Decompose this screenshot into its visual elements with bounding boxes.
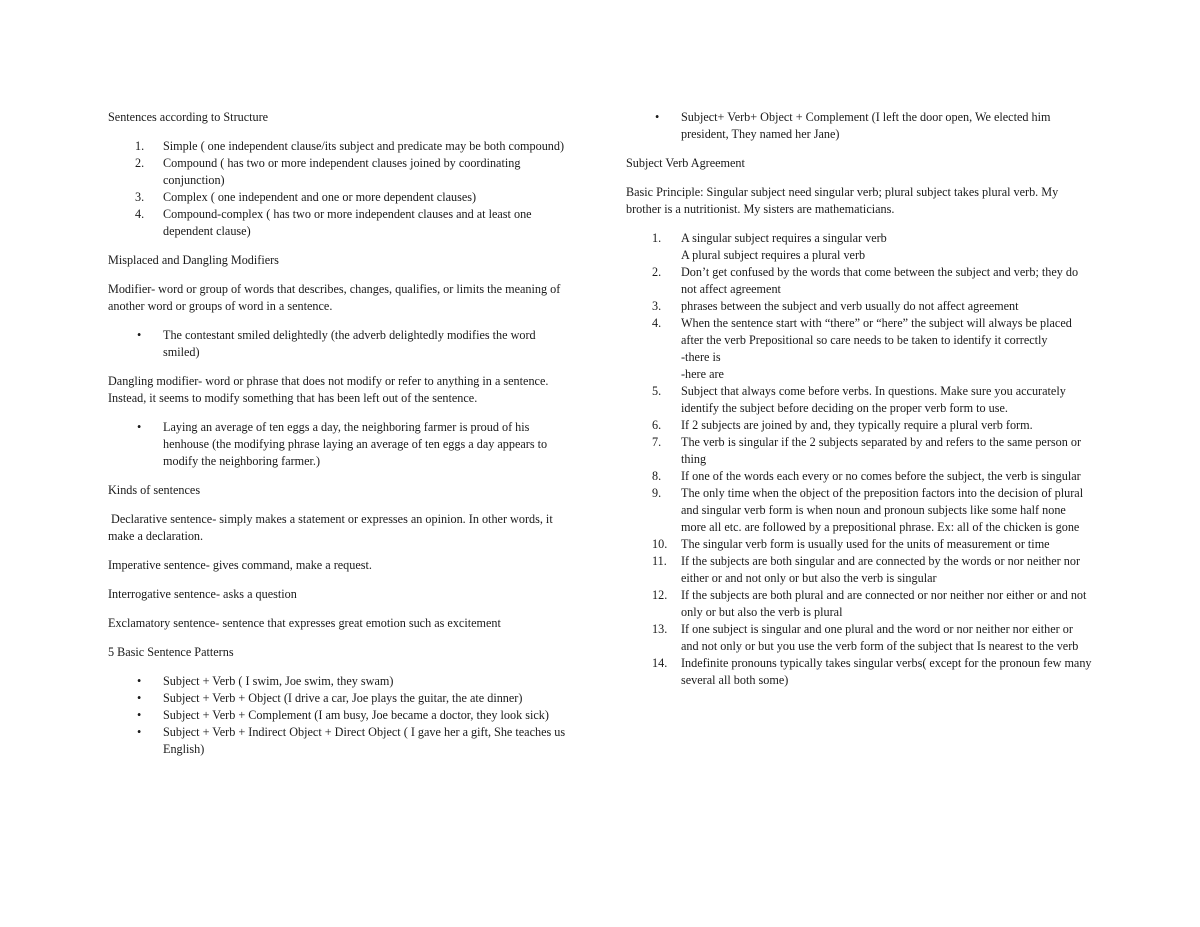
list-item xyxy=(626,485,1092,536)
list-item xyxy=(626,587,1092,621)
rule-text: Indefinite pronouns typically takes singular verbs( except for the pronoun few many several all both some) xyxy=(681,656,1092,687)
list-item xyxy=(626,230,1092,264)
rules-list xyxy=(626,230,1092,689)
list-number: 6. xyxy=(652,418,662,432)
list-item xyxy=(108,419,570,470)
list-number: 1. xyxy=(652,231,662,245)
list-item-text: Complex ( one independent and one or more dependent clauses) xyxy=(163,190,477,204)
bullet-icon: • xyxy=(137,420,142,434)
rule-text: If the subjects are both singular and are connected by the words or nor neither nor either or and not only or but also the verb is singular xyxy=(681,554,1081,585)
declarative-text: Declarative sentence- simply makes a statement or expresses an opinion. In other words, it make a declaration. xyxy=(108,512,556,543)
modifiers-heading: Misplaced and Dangling Modifiers xyxy=(108,253,279,267)
list-item xyxy=(626,264,1092,298)
list-item xyxy=(626,109,1092,143)
rule-text: A singular subject requires a singular verb xyxy=(681,231,887,245)
bullet-icon: • xyxy=(137,328,142,342)
list-item-text: Compound ( has two or more independent clauses joined by coordinating conjunction) xyxy=(163,156,521,187)
rule-text: If the subjects are both plural and are connected or nor neither nor either or and not only or but also the verb is plural xyxy=(681,588,1087,619)
kinds-heading: Kinds of sentences xyxy=(108,483,201,497)
bullet-icon: • xyxy=(137,674,142,688)
list-item xyxy=(108,707,570,724)
modifier-example: The contestant smiled delightedly (the adverb delightedly modifies the word smiled) xyxy=(163,328,536,359)
list-item xyxy=(626,315,1092,383)
left-column xyxy=(108,109,570,770)
basic-principle: Basic Principle: Singular subject need singular verb; plural subject takes plural verb. My brother is a nutritionist. My sisters are mathematicians. xyxy=(626,185,1059,216)
right-column xyxy=(626,109,1092,701)
list-item xyxy=(626,468,1092,485)
pattern-text: Subject + Verb + Object (I drive a car, Joe plays the guitar, the ate dinner) xyxy=(163,691,523,705)
list-number: 2. xyxy=(135,156,145,170)
list-number: 3. xyxy=(135,190,145,204)
bullet-icon: • xyxy=(137,691,142,705)
list-number: 1. xyxy=(135,139,145,153)
structure-heading: Sentences according to Structure xyxy=(108,110,269,124)
rule-subline: -here are xyxy=(681,367,724,381)
list-number: 12. xyxy=(652,588,668,602)
rule-text: If one of the words each every or no comes before the subject, the verb is singular xyxy=(681,469,1081,483)
dangling-definition: Dangling modifier- word or phrase that does not modify or refer to anything in a sentence. Instead, it seems to modify something that has been left out of the sentence. xyxy=(108,374,549,405)
list-number: 4. xyxy=(135,207,145,221)
pattern-text: Subject + Verb ( I swim, Joe swim, they swam) xyxy=(163,674,394,688)
modifier-definition: Modifier- word or group of words that describes, changes, qualifies, or limits the meaning of another word or groups of word in a sentence. xyxy=(108,282,561,313)
rule-text: The singular verb form is usually used for the units of measurement or time xyxy=(681,537,1050,551)
list-item xyxy=(108,206,570,240)
rule-text: phrases between the subject and verb usually do not affect agreement xyxy=(681,299,1019,313)
list-item xyxy=(626,536,1092,553)
rule-text: The only time when the object of the preposition factors into the decision of plural and singular verb form is when noun and pronoun subjects like some half none more all etc. are followed by a prepositional phrase. Ex: all of the chicken is gone xyxy=(681,486,1084,534)
list-item xyxy=(626,621,1092,655)
modifier-example-list xyxy=(108,327,570,361)
patterns-heading: 5 Basic Sentence Patterns xyxy=(108,645,234,659)
list-number: 10. xyxy=(652,537,668,551)
list-number: 13. xyxy=(652,622,668,636)
list-item xyxy=(626,655,1092,689)
bullet-icon: • xyxy=(655,110,660,124)
dangling-example-list xyxy=(108,419,570,470)
interrogative-text: Interrogative sentence- asks a question xyxy=(108,587,297,601)
bullet-icon: • xyxy=(137,725,142,739)
rule-text: Subject that always come before verbs. In questions. Make sure you accurately identify the subject before deciding on the proper verb form to use. xyxy=(681,384,1066,415)
list-item xyxy=(108,138,570,155)
rule-text: If 2 subjects are joined by and, they typically require a plural verb form. xyxy=(681,418,1033,432)
list-item xyxy=(626,417,1092,434)
list-item xyxy=(108,673,570,690)
list-item xyxy=(626,434,1092,468)
pattern-text: Subject + Verb + Indirect Object + Direct Object ( I gave her a gift, She teaches us English) xyxy=(163,725,566,756)
list-number: 11. xyxy=(652,554,667,568)
list-item xyxy=(626,298,1092,315)
rule-text: The verb is singular if the 2 subjects separated by and refers to the same person or thing xyxy=(681,435,1082,466)
patterns-list xyxy=(108,673,570,758)
list-item-text: Compound-complex ( has two or more independent clauses and at least one dependent clause) xyxy=(163,207,532,238)
rule-text: When the sentence start with “there” or “here” the subject will always be placed after the verb Prepositional so care needs to be taken to identify it correctly xyxy=(681,316,1072,347)
list-number: 7. xyxy=(652,435,662,449)
list-item xyxy=(108,690,570,707)
list-item xyxy=(108,327,570,361)
list-number: 2. xyxy=(652,265,662,279)
list-number: 5. xyxy=(652,384,662,398)
rule-text: If one subject is singular and one plural and the word or nor neither nor either or and not only or but you use the verb form of the subject that Is nearest to the verb xyxy=(681,622,1079,653)
list-number: 9. xyxy=(652,486,662,500)
sva-heading: Subject Verb Agreement xyxy=(626,156,745,170)
list-number: 3. xyxy=(652,299,662,313)
list-item xyxy=(108,155,570,189)
exclamatory-text: Exclamatory sentence- sentence that expresses great emotion such as excitement xyxy=(108,616,501,630)
rule-text: Don’t get confused by the words that come between the subject and verb; they do not affect agreement xyxy=(681,265,1079,296)
list-item-text: Simple ( one independent clause/its subject and predicate may be both compound) xyxy=(163,139,565,153)
list-item xyxy=(626,383,1092,417)
dangling-example: Laying an average of ten eggs a day, the neighboring farmer is proud of his henhouse (the modifying phrase laying an average of ten eggs a day appears to modify the neighboring farmer.) xyxy=(163,420,548,468)
list-number: 4. xyxy=(652,316,662,330)
list-item xyxy=(626,553,1092,587)
list-item xyxy=(108,724,570,758)
pattern-text: Subject + Verb + Complement (I am busy, Joe became a doctor, they look sick) xyxy=(163,708,549,722)
pattern5-list xyxy=(626,109,1092,143)
list-number: 14. xyxy=(652,656,668,670)
bullet-icon: • xyxy=(137,708,142,722)
pattern5-text: Subject+ Verb+ Object + Complement (I left the door open, We elected him president, They named her Jane) xyxy=(681,110,1051,141)
rule-subline: -there is xyxy=(681,350,721,364)
list-item xyxy=(108,189,570,206)
imperative-text: Imperative sentence- gives command, make a request. xyxy=(108,558,372,572)
structure-list xyxy=(108,138,570,240)
list-number: 8. xyxy=(652,469,662,483)
rule-subline: A plural subject requires a plural verb xyxy=(681,248,866,262)
